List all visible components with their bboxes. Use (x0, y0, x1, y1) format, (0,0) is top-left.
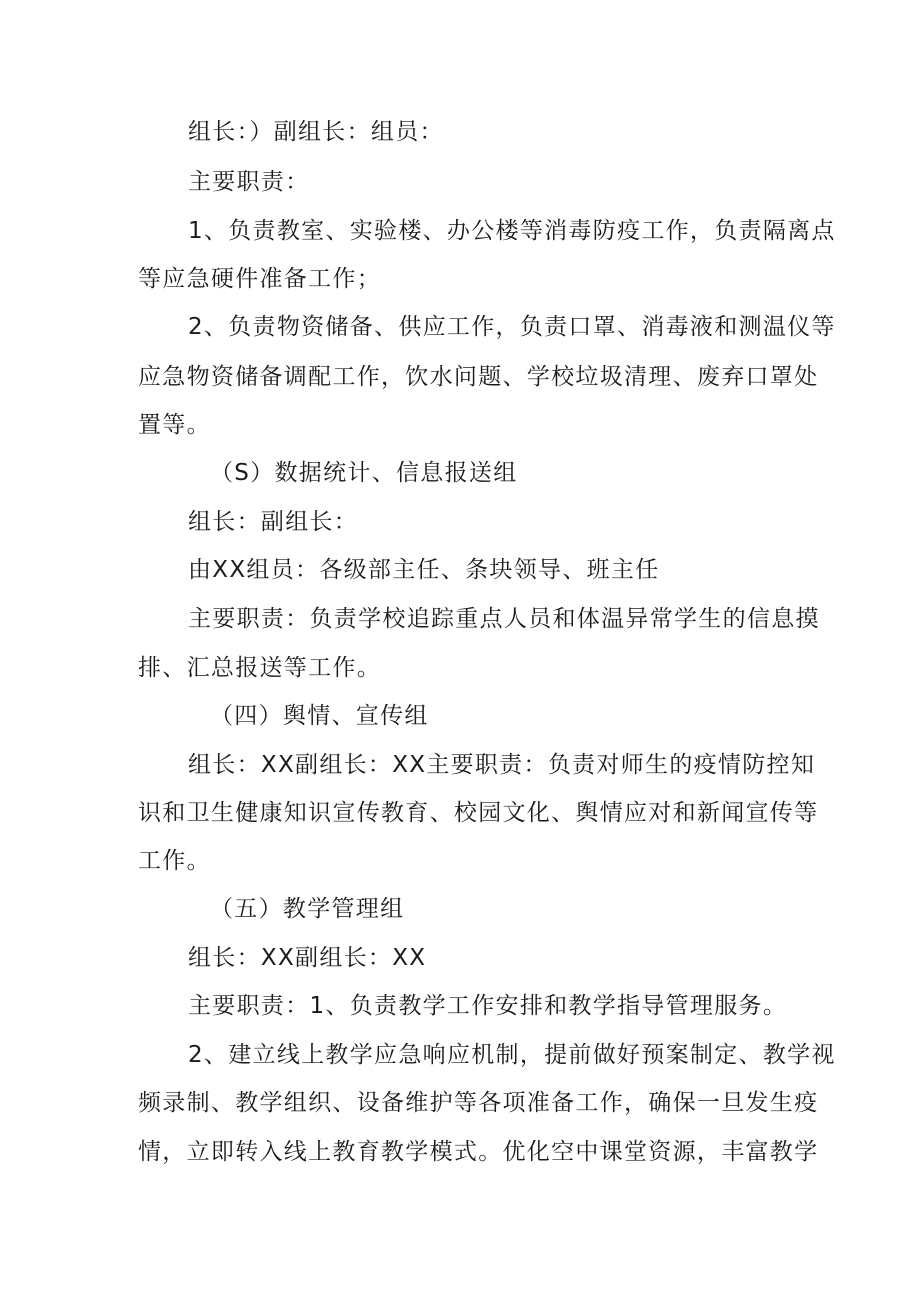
section-heading: （S）数据统计、信息报送组 (210, 460, 518, 486)
text-line: 组长：XX副组长：XX (188, 945, 427, 971)
text-line: 组长：XX副组长：XX主要职责：负责对师生的疫情防控知 (188, 752, 816, 778)
text-line: 组长：副组长： (188, 509, 359, 535)
text-line: 频录制、教学组织、设备维护等各项准备工作，确保一旦发生疫 (138, 1090, 819, 1116)
text-line: 2、负责物资储备、供应工作，负责口罩、消毒液和测温仪等 (188, 314, 836, 340)
text-line: 2、建立线上教学应急响应机制，提前做好预案制定、教学视 (188, 1042, 836, 1068)
text-line: 应急物资储备调配工作，饮水问题、学校垃圾清理、废弃口罩处 (138, 364, 819, 390)
text-line: 主要职责：负责学校追踪重点人员和体温异常学生的信息摸 (188, 606, 820, 632)
text-line: 主要职责： (188, 169, 310, 195)
section-heading: （五）教学管理组 (210, 896, 405, 922)
text-line: 置等。 (138, 412, 211, 438)
text-line: 组长：）副组长：组员： (188, 119, 444, 145)
text-line: 等应急硬件准备工作； (138, 266, 381, 292)
text-line: 排、汇总报送等工作。 (138, 655, 381, 681)
text-line: 情，立即转入线上教育教学模式。优化空中课堂资源，丰富教学 (138, 1139, 819, 1165)
section-heading: （四）舆情、宣传组 (210, 703, 429, 729)
text-line: 由XX组员：各级部主任、条块领导、班主任 (188, 557, 660, 583)
text-line: 主要职责：1、负责教学工作安排和教学指导管理服务。 (188, 993, 788, 1019)
text-line: 1、负责教室、实验楼、办公楼等消毒防疫工作，负责隔离点 (188, 218, 836, 244)
text-line: 识和卫生健康知识宣传教育、校园文化、舆情应对和新闻宣传等 (138, 800, 819, 826)
text-line: 工作。 (138, 848, 211, 874)
